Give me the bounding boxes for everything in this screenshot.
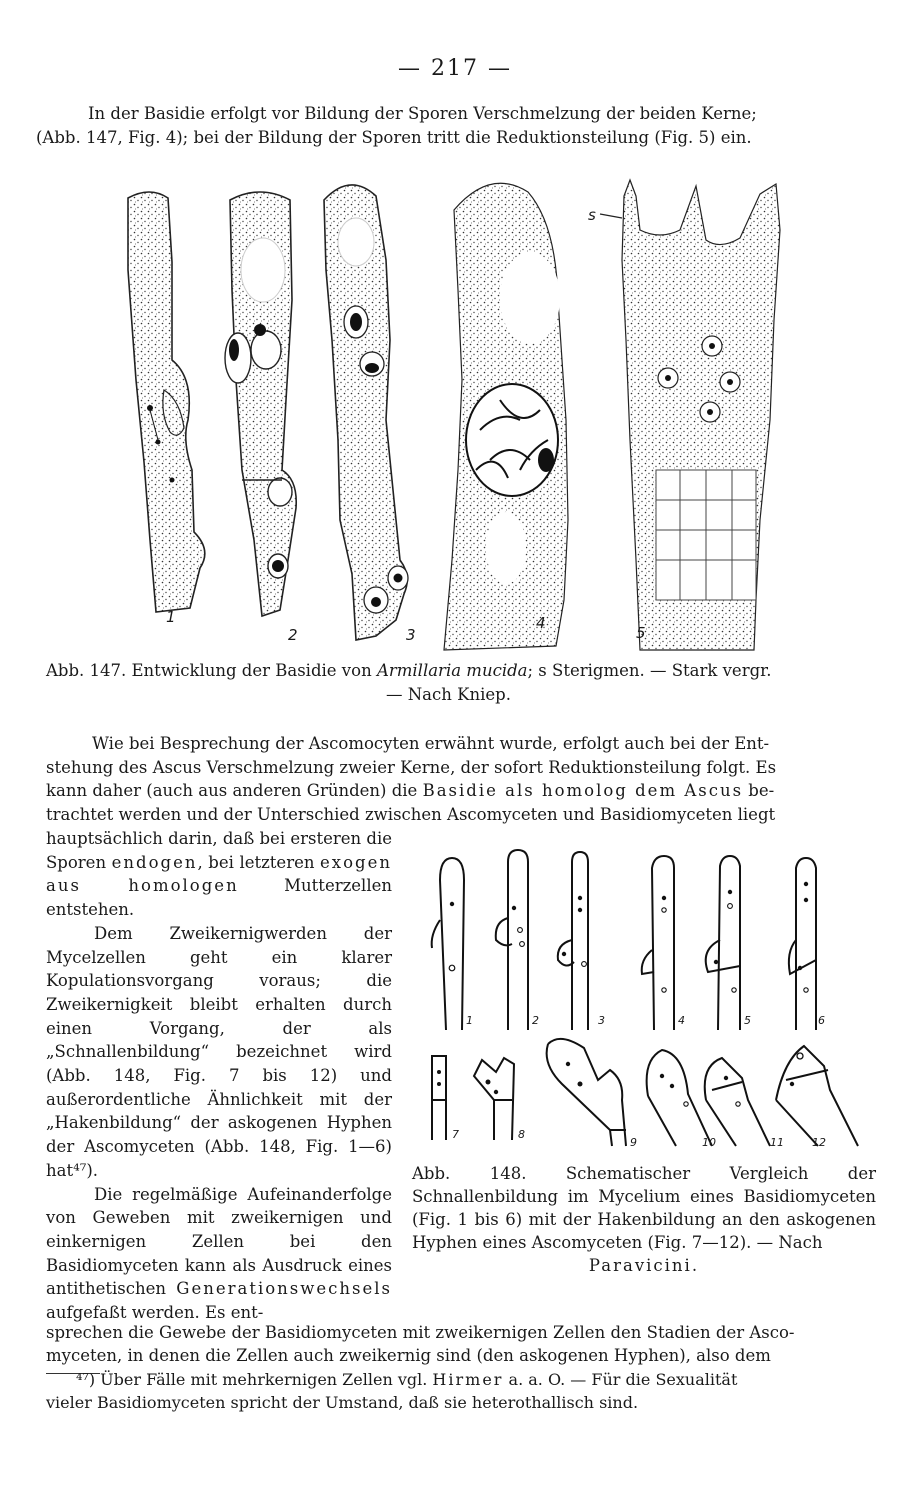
left-paragraph-2: Dem Zweikernigwerden der Mycelzellen geht ein klarer Kopulationsvorgang voraus; die Zweikernigkeit bleibt erhalten durch einen Vorgang, der als „Schnallenbildung“ bezeichnet wird (Abb. 148, Fig. 7 bis 12) und außerordentliche Ähnlichkeit mit der „Hakenbildung“ der askogenen Hyphen der Ascomyceten (Abb. 148, Fig. 1—6) hat⁴⁷).	[46, 923, 392, 1180]
fig148-nuclei-row-1	[449, 882, 808, 992]
fig148-label-1: 1	[466, 1014, 473, 1027]
fig148-label-9: 9	[630, 1136, 637, 1149]
paragraph-1-line-1: Wie bei Besprechung der Ascomocyten erwähnt wurde, erfolgt auch bei der Ent-	[92, 734, 770, 753]
footnote-line-2: vieler Basidiomyceten spricht der Umstand, daß sie heterothallisch sind.	[46, 1393, 639, 1412]
fig147-label-5: 5	[636, 624, 646, 642]
fig148-label-6: 6	[818, 1014, 825, 1027]
figure-148-caption-author: Paravicini.	[588, 1256, 700, 1275]
fig147-label-2: 2	[288, 626, 298, 644]
footnote-line-1: ⁴⁷) Über Fälle mit mehrkernigen Zellen vgl. Hirmer a. a. O. — Für die Sexualität	[76, 1370, 738, 1389]
fig148-label-12: 12	[812, 1136, 826, 1149]
fig148-label-8: 8	[518, 1128, 525, 1141]
fig147-label-4: 4	[536, 614, 546, 632]
continuation-line-1: sprechen die Gewebe der Basidiomyceten mit zweikernigen Zellen den Stadien der Asco-	[46, 1323, 795, 1342]
fig148-label-10: 10	[702, 1136, 716, 1149]
figure-148-caption: Abb. 148. Schematischer Vergleich der Schnallenbildung im Mycelium eines Basidiomyceten (Fig. 1 bis 6) mit der Hakenbildung an den askogenen Hyphen eines Ascomyceten (Fig. 7—12). — Nach Paravicini.	[412, 1164, 876, 1275]
fig148-label-11: 11	[770, 1136, 784, 1149]
fig148-label-2: 2	[532, 1014, 539, 1027]
paragraph-1-line-4: trachtet werden und der Unterschied zwischen Ascomyceten und Basidiomyceten liegt	[46, 805, 776, 824]
left-paragraph-3: Die regelmäßige Aufeinanderfolge von Geweben mit zweikernigen und einkernigen Zellen bei den Basidiomyceten kann als Ausdruck eines antithetischen Generationswechsels aufgefaßt werden. Es ent-	[46, 1184, 392, 1323]
fig148-label-3: 3	[598, 1014, 605, 1027]
page-number: — 217 —	[398, 56, 512, 81]
fig148-hyphae-row-1	[432, 850, 816, 1030]
paragraph-1-line-2: stehung des Ascus Verschmelzung zweier Kerne, der sofort Reduktionsteilung folgt. Es	[46, 758, 777, 777]
fig148-label-7: 7	[452, 1128, 459, 1141]
fig148-label-4: 4	[678, 1014, 685, 1027]
fig148-label-5: 5	[744, 1014, 751, 1027]
continuation-line-2: myceten, in denen die Zellen auch zweikernig sind (den askogenen Hyphen), also dem	[46, 1346, 771, 1365]
sterigma-label: s	[588, 206, 596, 224]
intro-line-1: In der Basidie erfolgt vor Bildung der Sporen Verschmelzung der beiden Kerne;	[88, 104, 757, 123]
paragraph-1-line-3: kann daher (auch aus anderen Gründen) die Basidie als homolog dem Ascus be-	[46, 781, 775, 800]
fig147-label-3: 3	[406, 626, 416, 644]
intro-line-2: (Abb. 147, Fig. 4); bei der Bildung der Sporen tritt die Reduktionsteilung (Fig. 5) ein.	[36, 128, 752, 147]
figure-147-caption: Abb. 147. Entwicklung der Basidie von Armillaria mucida; s Sterigmen. — Stark vergr.	[46, 661, 772, 680]
figure-147-caption-line-2: — Nach Kniep.	[386, 685, 511, 704]
fig147-label-1: 1	[166, 608, 176, 626]
left-paragraph-1: hauptsächlich darin, daß bei ersteren die Sporen endogen, bei letzteren exogen aus homologen Mutterzellen entstehen.	[46, 829, 393, 920]
